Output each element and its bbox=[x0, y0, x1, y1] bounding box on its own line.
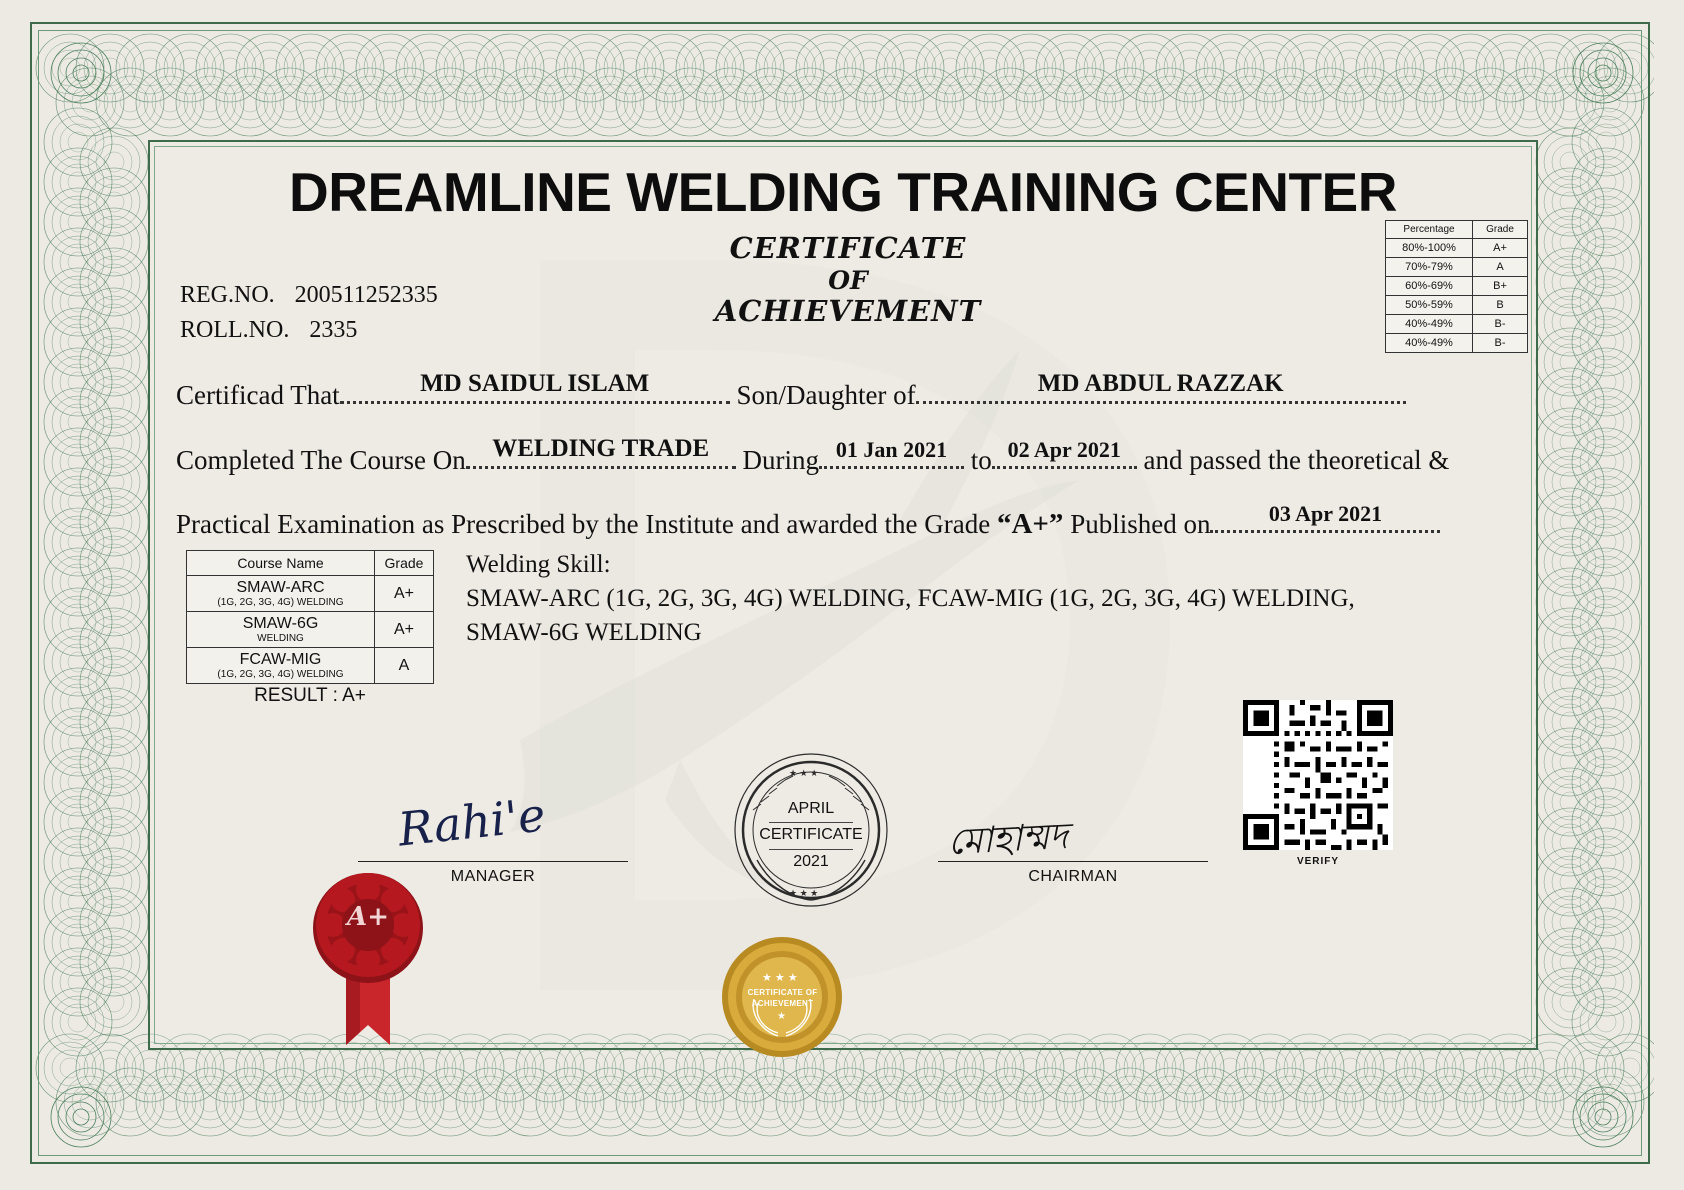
grade-scale-row bbox=[1386, 258, 1528, 277]
end-date-value: 02 Apr 2021 bbox=[1007, 437, 1121, 462]
grade-scale-row bbox=[1386, 277, 1528, 296]
passed-text: and passed the theoretical & bbox=[1143, 445, 1450, 475]
corner-rosette-bottom-left bbox=[46, 1082, 116, 1152]
corner-rosette-top-right bbox=[1568, 38, 1638, 108]
grade-scale-header-percentage: Percentage bbox=[1386, 221, 1473, 239]
manager-label: MANAGER bbox=[450, 868, 536, 885]
grade-scale-header-row bbox=[1386, 221, 1528, 239]
to-label: to bbox=[970, 445, 992, 475]
result-line: RESULT : A+ bbox=[254, 685, 366, 706]
grade-scale-grade: A+ bbox=[1473, 239, 1528, 258]
published-date-field bbox=[1210, 501, 1440, 533]
grade-scale-row bbox=[1386, 315, 1528, 334]
grade-scale-row bbox=[1386, 239, 1528, 258]
corner-rosette-bottom-right bbox=[1568, 1082, 1638, 1152]
father-name-value: MD ABDUL RAZZAK bbox=[1037, 370, 1284, 397]
grade-scale-row bbox=[1386, 334, 1528, 353]
course-table-cell-grade: A bbox=[375, 648, 434, 684]
chairman-signature-handwriting: মোহাম্মদ bbox=[946, 815, 1069, 864]
grade-scale-grade: B+ bbox=[1473, 277, 1528, 296]
grade-scale-percentage: 80%-100% bbox=[1386, 239, 1473, 258]
certificate-heading bbox=[578, 232, 1118, 328]
svg-text:★ ★ ★: ★ ★ ★ bbox=[789, 768, 819, 778]
institute-title: DREAMLINE WELDING TRAINING CENTER bbox=[289, 161, 1397, 223]
course-detail: (1G, 2G, 3G, 4G) WELDING bbox=[217, 669, 344, 680]
course-name-field bbox=[466, 435, 736, 469]
course-detail: (1G, 2G, 3G, 4G) WELDING bbox=[217, 597, 344, 608]
roll-no-value: 2335 bbox=[309, 316, 358, 343]
qr-code-image[interactable] bbox=[1243, 700, 1393, 850]
grade-scale-header-grade: Grade bbox=[1473, 221, 1528, 239]
grade-scale-percentage: 70%-79% bbox=[1386, 258, 1473, 277]
student-name-value: MD SAIDUL ISLAM bbox=[420, 370, 650, 397]
reg-no-label: REG.NO. bbox=[180, 282, 275, 308]
grade-scale-percentage: 50%-59% bbox=[1386, 296, 1473, 315]
welding-skill-line1: SMAW-ARC (1G, 2G, 3G, 4G) WELDING, FCAW-MIG (1G, 2G, 3G, 4G) WELDING, bbox=[466, 584, 1355, 612]
svg-text:★ ★ ★: ★ ★ ★ bbox=[789, 888, 819, 898]
grade-awarded-value: “A+” bbox=[996, 508, 1064, 540]
roll-no-row bbox=[180, 313, 438, 348]
course-table-row bbox=[187, 648, 434, 684]
father-name-field bbox=[916, 370, 1406, 404]
seal-word: CERTIFICATE bbox=[759, 826, 863, 843]
course-table-cell-name bbox=[187, 648, 375, 684]
reg-no-value: 200511252335 bbox=[294, 282, 438, 308]
corner-rosette-top-left bbox=[46, 38, 116, 108]
grade-scale-table bbox=[1385, 220, 1528, 353]
wax-seal-grade: A+ bbox=[347, 902, 389, 932]
course-grade-table bbox=[186, 550, 434, 684]
grade-scale-row bbox=[1386, 296, 1528, 315]
course-table-row bbox=[187, 612, 434, 648]
course-table-cell-grade: A+ bbox=[375, 576, 434, 612]
grade-scale-percentage: 40%-49% bbox=[1386, 334, 1473, 353]
body-line-3 bbox=[176, 501, 1516, 541]
certified-that-label: Certificad That bbox=[176, 380, 340, 410]
certificate-heading-line3: ACHIEVEMENT bbox=[714, 293, 982, 328]
course-name-value: WELDING TRADE bbox=[492, 435, 710, 462]
registration-block bbox=[180, 278, 438, 348]
seal-divider-bottom bbox=[769, 849, 853, 850]
son-daughter-label: Son/Daughter of bbox=[736, 380, 916, 410]
reg-no-row bbox=[180, 278, 438, 313]
practical-text: Practical Examination as Prescribed by the Institute and awarded the Grade bbox=[176, 509, 991, 539]
during-label: During bbox=[742, 445, 819, 475]
body-line-1 bbox=[176, 370, 1516, 411]
qr-code-block[interactable] bbox=[1238, 700, 1398, 867]
gold-achievement-seal bbox=[720, 935, 845, 1060]
svg-text:★: ★ bbox=[777, 1011, 786, 1022]
course-table-cell-name bbox=[187, 612, 375, 648]
roll-no-label: ROLL.NO. bbox=[180, 316, 290, 343]
certificate-content bbox=[148, 140, 1538, 1050]
end-date-field bbox=[992, 437, 1137, 469]
course-detail: WELDING bbox=[257, 633, 304, 644]
course-table-header-name: Course Name bbox=[187, 551, 375, 576]
seal-month: APRIL bbox=[787, 800, 835, 817]
welding-skill-title: Welding Skill: bbox=[466, 551, 611, 578]
welding-skill-line2: SMAW-6G WELDING bbox=[466, 618, 702, 646]
course-name: FCAW-MIG bbox=[239, 651, 322, 668]
student-name-field bbox=[340, 370, 730, 404]
grade-scale-grade: B- bbox=[1473, 334, 1528, 353]
grade-scale-grade: A bbox=[1473, 258, 1528, 277]
gold-seal-line2: ACHIEVEMENT bbox=[751, 999, 814, 1008]
course-name: SMAW-6G bbox=[242, 615, 319, 632]
chairman-label: CHAIRMAN bbox=[1028, 868, 1118, 885]
course-name: SMAW-ARC bbox=[236, 579, 325, 596]
course-table-row bbox=[187, 576, 434, 612]
chairman-signature-line bbox=[938, 860, 1208, 862]
course-table-cell-grade: A+ bbox=[375, 612, 434, 648]
grade-scale-grade: B bbox=[1473, 296, 1528, 315]
grade-scale-percentage: 60%-69% bbox=[1386, 277, 1473, 296]
round-date-seal bbox=[731, 750, 891, 910]
course-table-header-row bbox=[187, 551, 434, 576]
course-table-cell-name bbox=[187, 576, 375, 612]
manager-signature-handwriting: Rahi'e bbox=[395, 787, 548, 857]
seal-divider-top bbox=[769, 822, 853, 823]
svg-text:★ ★ ★: ★ ★ ★ bbox=[762, 972, 798, 984]
start-date-field bbox=[819, 437, 964, 469]
published-date-value: 03 Apr 2021 bbox=[1268, 501, 1383, 526]
chairman-signature-block bbox=[938, 860, 1208, 886]
certificate-heading-line2: OF bbox=[828, 265, 868, 295]
grade-scale-percentage: 40%-49% bbox=[1386, 315, 1473, 334]
gold-seal-line1: CERTIFICATE OF bbox=[747, 988, 818, 997]
start-date-value: 01 Jan 2021 bbox=[835, 437, 948, 462]
welding-skill-block bbox=[466, 548, 1396, 649]
seal-year: 2021 bbox=[793, 853, 829, 870]
grade-scale-grade: B- bbox=[1473, 315, 1528, 334]
qr-verify-label: VERIFY bbox=[1296, 856, 1340, 867]
body-line-2 bbox=[176, 435, 1516, 476]
course-table-header-grade: Grade bbox=[375, 551, 434, 576]
wax-seal-badge bbox=[308, 820, 428, 1050]
certificate-heading-line1: CERTIFICATE bbox=[729, 231, 967, 265]
published-on-label: Published on bbox=[1070, 509, 1211, 539]
completed-course-label: Completed The Course On bbox=[176, 445, 466, 475]
